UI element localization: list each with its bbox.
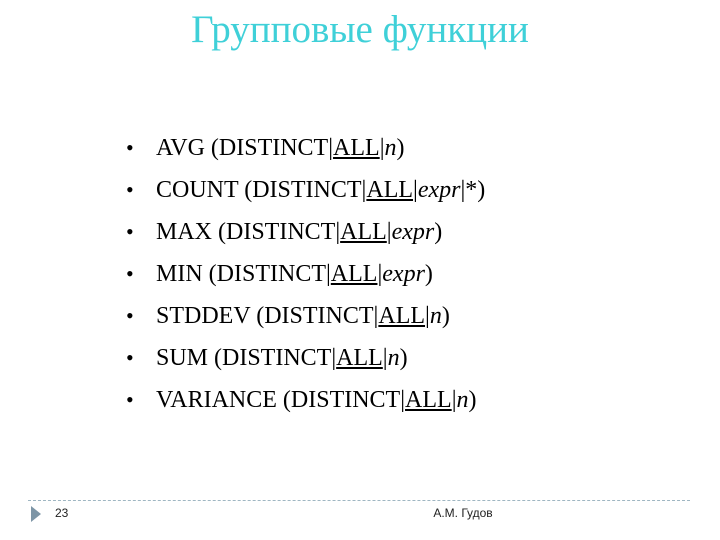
function-name: VARIANCE (DISTINCT| xyxy=(156,387,406,413)
page-number: 23 xyxy=(55,506,69,520)
separator: | xyxy=(413,177,418,203)
list-item xyxy=(126,337,485,379)
list-item xyxy=(126,211,485,253)
bullet-icon: • xyxy=(126,135,134,160)
function-name: SUM (DISTINCT| xyxy=(156,345,337,371)
function-signature xyxy=(156,128,405,169)
argument: expr xyxy=(417,177,461,203)
list-item xyxy=(126,295,485,337)
argument: n xyxy=(384,135,397,161)
function-name: AVG (DISTINCT| xyxy=(156,135,334,161)
slide-title: Групповые функции xyxy=(191,8,529,51)
function-name: STDDEV (DISTINCT| xyxy=(156,303,379,329)
closing: ) xyxy=(434,219,443,245)
bullet-icon: • xyxy=(126,219,134,244)
all-keyword: ALL xyxy=(340,219,387,245)
list-item xyxy=(126,127,485,169)
bullet-icon: • xyxy=(126,177,134,202)
function-name: MAX (DISTINCT| xyxy=(156,219,341,245)
function-signature xyxy=(156,296,450,337)
argument: n xyxy=(429,303,442,329)
all-keyword: ALL xyxy=(366,177,414,203)
function-name: COUNT (DISTINCT| xyxy=(156,177,367,203)
closing: |*) xyxy=(460,177,486,203)
argument: expr xyxy=(382,261,425,287)
argument: n xyxy=(456,387,469,413)
list-item xyxy=(126,379,485,421)
closing: ) xyxy=(468,387,477,413)
all-keyword: ALL xyxy=(378,303,426,329)
separator: | xyxy=(382,345,388,371)
list-item xyxy=(126,169,485,211)
function-name: MIN (DISTINCT| xyxy=(156,261,331,287)
separator: | xyxy=(451,387,457,413)
bullet-icon: • xyxy=(126,345,134,370)
closing: ) xyxy=(396,135,405,161)
bullet-icon: • xyxy=(126,387,134,412)
function-signature xyxy=(156,338,408,379)
all-keyword: ALL xyxy=(405,387,452,413)
function-signature xyxy=(156,170,485,211)
function-list xyxy=(126,127,485,421)
arrow-right-icon xyxy=(31,506,41,522)
bullet-icon: • xyxy=(126,261,134,286)
separator: | xyxy=(425,303,430,329)
bullet-icon: • xyxy=(126,303,134,328)
closing: ) xyxy=(424,261,433,287)
separator: | xyxy=(386,219,392,245)
argument: expr xyxy=(391,219,435,245)
function-signature xyxy=(156,380,477,421)
function-signature xyxy=(156,212,442,253)
footer-author: А.М. Гудов xyxy=(433,506,493,520)
all-keyword: ALL xyxy=(336,345,383,371)
all-keyword: ALL xyxy=(330,261,378,287)
list-item xyxy=(126,253,485,295)
closing: ) xyxy=(399,345,408,371)
argument: n xyxy=(387,345,400,371)
closing: ) xyxy=(441,303,450,329)
function-signature xyxy=(156,254,433,295)
footer-divider xyxy=(28,500,690,501)
all-keyword: ALL xyxy=(333,135,380,161)
separator: | xyxy=(377,261,383,287)
separator: | xyxy=(379,135,385,161)
